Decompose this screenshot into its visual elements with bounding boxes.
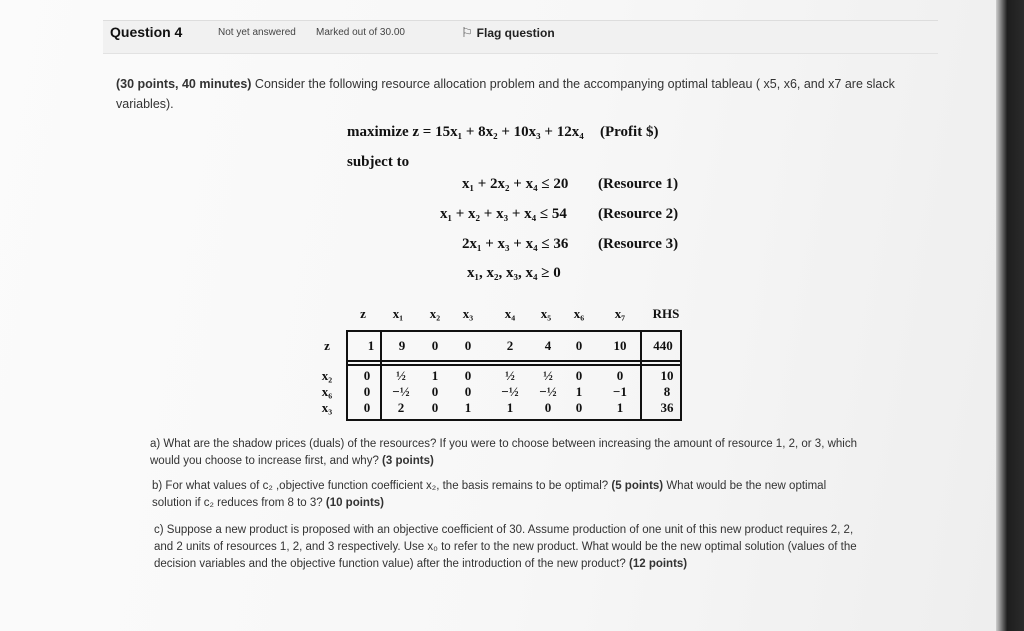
constraint-label: (Resource 3) [598, 236, 679, 252]
tableau-cell: 1 [506, 400, 514, 415]
tableau-border [346, 419, 682, 421]
flag-question-label: Flag question [476, 26, 555, 40]
tableau-cell: 0 [616, 368, 624, 383]
tableau-cell: 10 [613, 338, 627, 353]
question-b-points-1: (5 points) [611, 480, 664, 492]
tableau-cell: 8 [663, 384, 671, 399]
tableau-cell: 1 [431, 368, 439, 383]
tableau-cell: 0 [464, 384, 472, 399]
tableau-cell: ½ [396, 368, 406, 383]
prompt-points: (30 points, 40 minutes) [116, 77, 252, 91]
tableau-border [346, 330, 682, 332]
prompt-line-2: variables). [116, 97, 174, 111]
tableau-cell: 10 [660, 368, 674, 383]
question-a-line-2: would you choose to increase first, and why? [150, 455, 383, 467]
tableau-cell: 0 [575, 368, 583, 383]
column-header: x₆ [573, 306, 585, 321]
question-c-line-2: and 2 units of resources 1, 2, and 3 respectively. Use x₀ to refer to the new product. What would be the new optimal solution (values of the [154, 541, 857, 553]
column-header: z [360, 306, 366, 321]
constraint-label: (Resource 1) [598, 176, 679, 192]
tableau-border [346, 360, 682, 362]
tableau-cell: 1 [616, 400, 624, 415]
question-a-line-1: a) What are the shadow prices (duals) of the resources? If you were to choose between increasing the amount of resource 1, 2, or 3, which [150, 438, 857, 450]
basis-label: z [324, 338, 330, 353]
question-b-line-1b: What would be the new optimal [663, 480, 827, 492]
tableau-cell: 0 [431, 400, 439, 415]
column-header: x₃ [462, 306, 474, 321]
question-b-points-2: (10 points) [325, 497, 384, 509]
constraint-label: (Resource 2) [598, 206, 679, 222]
question-a [150, 436, 910, 470]
question-info-bar [103, 20, 938, 54]
tableau-cell: 36 [660, 400, 674, 415]
tableau-cell: 0 [464, 368, 472, 383]
prompt-line-1: Consider the following resource allocation problem and the accompanying optimal tableau ( x5, x6, and x7 are slack [251, 77, 895, 91]
column-header: x₄ [504, 306, 516, 321]
tableau-cell: 0 [464, 338, 472, 353]
tableau-cell: 4 [544, 338, 552, 353]
tableau-cell: 1 [464, 400, 472, 415]
tableau-cell: 0 [363, 368, 371, 383]
question-b [152, 478, 912, 512]
tableau-cell: 0 [544, 400, 552, 415]
basis-label: x₃ [321, 400, 333, 415]
question-b-line-1a: b) For what values of c₂ ,objective function coefficient x₂, the basis remains to be optimal? [152, 480, 612, 492]
question-a-points: (3 points) [382, 455, 434, 467]
objective-function: maximize z = 15x₁ + 8x₂ + 10x₃ + 12x₄ [347, 124, 584, 140]
subject-to-label: subject to [347, 154, 410, 170]
column-header: RHS [652, 306, 680, 321]
tableau-cell: −1 [613, 384, 627, 399]
tableau-cell: 1 [575, 384, 583, 399]
objective-label: (Profit $) [600, 124, 659, 140]
constraint-expression: x₁ + x₂ + x₃ + x₄ ≤ 54 [440, 206, 567, 222]
tableau-cell: ½ [505, 368, 515, 383]
tableau-cell: 2 [506, 338, 514, 353]
screen-edge [996, 0, 1024, 631]
question-b-line-2: solution if c₂ reduces from 8 to 3? [152, 497, 326, 509]
question-c-line-3: decision variables and the objective function value) after the introduction of the new product? [154, 558, 629, 570]
basis-label: x₂ [321, 368, 333, 383]
tableau-cell: −½ [539, 384, 557, 399]
question-number: Question 4 [110, 24, 183, 40]
flag-icon: ⚐ [461, 25, 473, 40]
tableau-cell: 0 [431, 338, 439, 353]
tableau-border [346, 330, 348, 421]
tableau-cell: 0 [431, 384, 439, 399]
tableau-border [346, 364, 682, 366]
tableau-border [640, 330, 642, 421]
nonnegativity-constraint: x₁, x₂, x₃, x₄ ≥ 0 [467, 265, 561, 281]
column-header: x₇ [614, 306, 626, 321]
constraint-expression: x₁ + 2x₂ + x₄ ≤ 20 [462, 176, 569, 192]
tableau-cell: 440 [653, 338, 673, 353]
tableau-cell: −½ [392, 384, 410, 399]
answer-status: Not yet answered [218, 27, 296, 38]
basis-label: x₆ [321, 384, 333, 399]
tableau-cell: −½ [501, 384, 519, 399]
tableau-cell: 2 [397, 400, 405, 415]
tableau-cell: 1 [367, 338, 375, 353]
tableau-cell: ½ [543, 368, 553, 383]
question-prompt [116, 74, 916, 114]
tableau-cell: 9 [398, 338, 406, 353]
tableau-cell: 0 [575, 338, 583, 353]
column-header: x₂ [429, 306, 441, 321]
flag-question-button[interactable] [461, 25, 555, 41]
marks-label: Marked out of 30.00 [316, 27, 405, 38]
column-header: x₁ [392, 306, 404, 321]
tableau-cell: 0 [363, 384, 371, 399]
question-c-line-1: c) Suppose a new product is proposed with an objective coefficient of 30. Assume production of one unit of this new product requires 2, 2, [154, 524, 854, 536]
constraint-expression: 2x₁ + x₃ + x₄ ≤ 36 [462, 236, 569, 252]
question-c [154, 522, 914, 573]
tableau-cell: 0 [575, 400, 583, 415]
column-header: x₅ [540, 306, 552, 321]
tableau-cell: 0 [363, 400, 371, 415]
question-c-points: (12 points) [629, 558, 688, 570]
